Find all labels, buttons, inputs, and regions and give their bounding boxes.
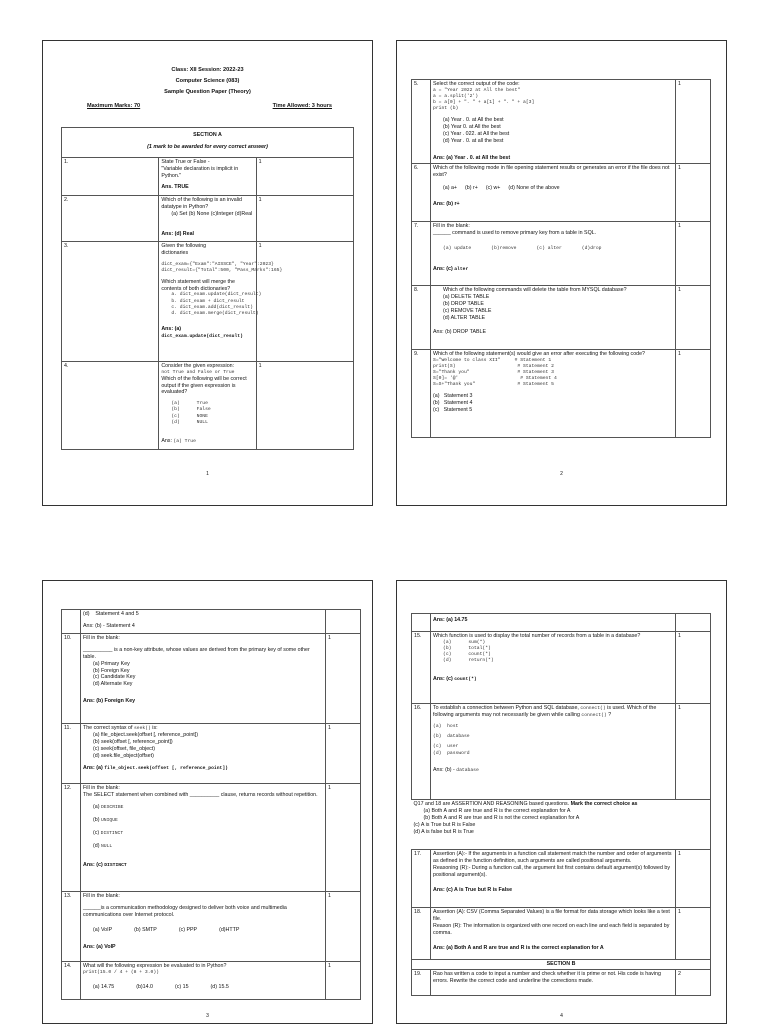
option: c. dict_exam.add(dict_result) — [171, 304, 253, 310]
option: (b) database — [433, 734, 470, 740]
question-number: 8. — [412, 286, 431, 350]
answer-code: dict_exam.update(dict_result) — [161, 333, 243, 339]
answer: Ans: (b) - Statement 4 — [83, 622, 135, 629]
reason: Reasoning (R):- During a function call, the argument list first contains default argument(s) followed by positional argument(s). — [433, 864, 670, 878]
option: (d) password — [433, 750, 470, 756]
assertion: Assertion (A):- If the arguments in a function call statement match the number and order of arguments as defined in the function definition, such arguments are called positional arguments. — [433, 851, 672, 864]
option-code: UNIQUE — [100, 817, 118, 823]
assertion: Assertion (A): CSV (Comma Separated Values) is a file format for data storage which looks like a text file. — [433, 909, 670, 922]
option: (a) Year . 0. at All the best — [443, 117, 504, 124]
question-text-part: ? — [606, 712, 612, 719]
option: (b) seek(offset [, reference_point]) — [93, 738, 173, 745]
answer-label: Ans: (a) — [83, 764, 105, 771]
question-number: 19. — [412, 969, 431, 995]
option: (d) Year . 0. at all the best — [443, 137, 504, 144]
option: (d) A is false but R is True — [413, 828, 474, 835]
option: (c) user — [433, 744, 459, 750]
question-text: Fill in the blank: — [83, 893, 120, 899]
option: (b)remove — [491, 245, 517, 251]
question-row — [412, 286, 711, 350]
time-allowed: Time Allowed: 3 hours — [272, 103, 332, 109]
reason: Reason (R): The information is organized with one record on each line and each field is separated by comma. — [433, 922, 670, 936]
question-text-2: dictionaries — [161, 249, 189, 256]
page-3 — [42, 580, 373, 1024]
option: (c) seek(offset, file_object) — [93, 745, 156, 752]
option-letter: (c) — [93, 829, 101, 836]
question-text-2: ______is a communication methodology designed to deliver both voice and multimedia communications over Internet protocol. — [83, 904, 287, 918]
question-row — [412, 908, 711, 960]
inline-code: seek() — [133, 726, 151, 731]
question-number: 1. — [62, 157, 159, 195]
question-text-part: is used. Which of the following arguments may not necessarily be given while calling — [433, 705, 657, 719]
assertion-reasoning-intro-row — [412, 800, 711, 850]
option — [83, 830, 323, 837]
code-line: print(S) # Statement 2 — [433, 363, 554, 369]
section-a-row — [62, 128, 354, 158]
question-text — [433, 705, 673, 719]
option: (a) Both A and R are true and R is the correct explanation for A — [423, 807, 571, 814]
question-text — [83, 725, 323, 732]
max-marks: Maximum Marks: 70 — [87, 103, 141, 109]
question-text: Select the correct output of the code: — [433, 81, 520, 87]
answer-code: database — [456, 767, 479, 773]
option: (d)HTTP — [219, 926, 240, 933]
question-number: 15. — [412, 632, 431, 704]
answer: Ans. TRUE — [161, 184, 189, 191]
question-statement: Which statement will merge the contents of both dictionaries? — [161, 278, 235, 292]
inline-code: connect() — [580, 706, 606, 711]
option-code: DESCRIBE — [100, 804, 124, 810]
question-row — [62, 962, 361, 1000]
option-letter: (b) — [93, 816, 101, 823]
question-text: Which of the following commands will delete the table from MYSQL database? — [443, 287, 627, 293]
answer-code: alter — [454, 266, 469, 272]
question-statement: Which of the following will be correct output if the given expression is evaluated? — [161, 375, 247, 396]
answer-label: Ans: (c) — [433, 676, 455, 683]
question-text-2: __________ is a non-key attribute, whose values are derived from the primary key of some other table. — [83, 646, 310, 660]
answer: Ans: (a) VoIP — [83, 943, 116, 950]
intro-instruction: Mark the correct choice as — [570, 801, 638, 807]
answer-label: Ans: (c) — [433, 265, 455, 272]
question-number: 10. — [62, 634, 81, 724]
question-row — [412, 614, 711, 632]
option: (a) True — [171, 401, 208, 407]
option: (c) Statement 5 — [433, 407, 473, 414]
option: (a) DELETE TABLE — [443, 293, 490, 300]
question-text: Which of the following statement(s) would give an error after executing the following code? — [433, 351, 645, 357]
section-b-row — [412, 960, 711, 970]
paper-title: Sample Question Paper (Theory) — [164, 89, 251, 95]
marks: 1 — [256, 195, 353, 241]
question-row — [62, 610, 361, 634]
code-line: a = a.split('2') — [433, 93, 479, 99]
question-number: 3. — [62, 241, 159, 361]
question-row — [412, 80, 711, 164]
marks: 1 — [676, 80, 711, 164]
code-line: S="Thank you" # Statement 3 — [433, 370, 554, 376]
questions-table — [61, 127, 354, 450]
option: (d) Alternate Key — [93, 681, 133, 688]
option: (d)drop — [581, 245, 602, 251]
section-a-heading: SECTION A — [193, 132, 222, 138]
option-code: NULL — [100, 844, 113, 850]
subject-title: Computer Science (083) — [175, 78, 240, 84]
inline-code: connect() — [581, 713, 607, 719]
answer: Ans: (b) Foreign Key — [83, 698, 136, 705]
questions-table — [411, 79, 711, 438]
option: (b) Foreign Key — [93, 667, 130, 674]
option: (a) 14.75 — [93, 983, 115, 990]
option: (a) Primary Key — [93, 660, 130, 667]
marks: 1 — [676, 632, 711, 704]
answer: Ans: (a) Both A and R are true and R is the correct explanation for A — [433, 944, 604, 951]
question-text: State True or False - — [161, 158, 210, 165]
options: (a) Set (b) None (c)Integer (d)Real — [171, 210, 253, 217]
answer — [433, 676, 673, 683]
assertion-reasoning-intro — [414, 801, 709, 808]
option: (a) VoIP — [93, 926, 113, 933]
question-row — [62, 784, 361, 892]
option: (c) 15 — [175, 983, 189, 990]
page-number: 1 — [206, 471, 209, 477]
option: (b) SMTP — [134, 926, 157, 933]
code-line: print(15.0 / 4 + (8 + 3.0)) — [83, 969, 159, 975]
option: (c) REMOVE TABLE — [443, 307, 492, 314]
code-line: S="Welcome to class XII" # Statement 1 — [433, 357, 552, 363]
option: (a) sum(*) — [443, 639, 486, 645]
question-number: 2. — [62, 195, 159, 241]
answer: Ans: (d) Real — [161, 231, 194, 238]
section-b-heading: SECTION B — [546, 961, 576, 967]
answer — [83, 862, 323, 869]
option: (c) PPP — [178, 926, 198, 933]
answer: Ans: (c) A is True but R is False — [433, 886, 513, 893]
question-row — [412, 704, 711, 800]
option — [83, 843, 323, 850]
code-line: a = "Year 2022 at All the best" — [433, 87, 521, 93]
marks: 1 — [256, 241, 353, 361]
question-number: 13. — [62, 892, 81, 962]
question-row — [412, 350, 711, 438]
question-text: Which function is used to display the total number of records from a table in a database? — [433, 633, 641, 639]
option: (a) host — [433, 724, 459, 730]
option: (a) Statement 3 — [433, 393, 473, 400]
page-number: 2 — [560, 471, 563, 477]
question-number: 18. — [412, 908, 431, 960]
question-row — [62, 892, 361, 962]
code-line: print (b) — [433, 106, 459, 112]
question-text: Given the following — [161, 242, 207, 249]
answer-label: Ans: (b) - — [433, 766, 457, 773]
question-row — [412, 632, 711, 704]
question-text: Fill in the blank: — [83, 635, 120, 641]
option: (b) r+ — [465, 184, 478, 191]
marks: 1 — [326, 634, 361, 724]
answer — [161, 326, 253, 340]
option: (d) 15.5 — [210, 983, 229, 990]
answer-code: count(*) — [454, 677, 477, 683]
option: (a) a+ — [443, 184, 457, 191]
answer-code: file_object.seek(offset [, reference_point]) — [104, 765, 228, 771]
question-number: 14. — [62, 962, 81, 1000]
question-row — [412, 969, 711, 995]
marks: 1 — [256, 157, 353, 195]
code-line: b = a[0] + ". " + a[1] + ". " + a[3] — [433, 100, 535, 106]
option: (b) Year 0. at All the best — [443, 124, 501, 131]
code-line: dict_result={"Total":500, "Pass_Marks":165} — [161, 267, 283, 273]
option: (c) w+ — [485, 184, 501, 191]
marks: 1 — [676, 222, 711, 286]
question-number: 16. — [412, 704, 431, 800]
question-row — [62, 724, 361, 784]
questions-table — [61, 609, 361, 1000]
option: (d) return(*) — [443, 658, 494, 664]
option: (d) seek.file_object(offset) — [93, 752, 154, 759]
answer-code: DISTINCT — [104, 863, 127, 869]
question-text-start: The correct syntax of — [83, 725, 134, 731]
question-number: 11. — [62, 724, 81, 784]
answer — [433, 767, 673, 774]
question-number: 4. — [62, 361, 159, 449]
option: (c) A is True but R is False — [413, 821, 476, 828]
option-code: DISTINCT — [100, 830, 124, 836]
questions-table — [411, 613, 711, 996]
marks: 2 — [676, 969, 711, 995]
question-text: Fill in the blank: — [433, 223, 470, 229]
code-line: S=S+"Thank you" # Statement 5 — [433, 382, 554, 388]
option: (a) update — [443, 245, 472, 251]
question-row — [62, 241, 354, 361]
option: (b) total(*) — [443, 645, 491, 651]
question-number: 12. — [62, 784, 81, 892]
question-row — [412, 164, 711, 222]
option: (a) file_object.seek(offset [, reference_point]) — [93, 732, 199, 739]
option: (c) NONE — [171, 413, 208, 419]
option — [83, 817, 323, 824]
marks: 1 — [676, 908, 711, 960]
code-line: S[0]= '@' # Statement 4 — [433, 376, 557, 382]
question-text-end: is: — [150, 725, 158, 731]
question-row — [412, 222, 711, 286]
option: a. dict_exam.update(dict_result) — [171, 292, 262, 298]
marks: 1 — [326, 962, 361, 1000]
answer: Ans: (b) DROP TABLE — [433, 329, 486, 336]
question-row — [62, 361, 354, 449]
option: (c) alter — [536, 245, 562, 251]
option-letter: (d) — [93, 843, 101, 850]
page-4 — [396, 580, 727, 1024]
code-line: not True and False or True — [161, 369, 235, 375]
answer-label: Ans: — [161, 437, 174, 444]
question-text: Fill in the blank: — [83, 785, 120, 791]
option: (b)14.0 — [136, 983, 153, 990]
option: (b) Both A and R are true and R is not the correct explanation for A — [423, 814, 580, 821]
answer — [83, 765, 323, 772]
option: (d) NULL — [171, 419, 208, 425]
option: (c) Year . 022. at All the best — [443, 131, 510, 138]
option-letter: (a) — [93, 803, 101, 810]
option: (d) None of the above — [508, 184, 560, 191]
answer-code: (a) True — [173, 438, 196, 444]
question-text: Which of the following mode in file opening statement results or generates an error if the file does not exist? — [433, 165, 670, 178]
marks: 1 — [326, 784, 361, 892]
section-a-note: (1 mark to be awarded for every correct answer) — [147, 143, 268, 150]
answer: Ans: (a) Year . 0. at All the best — [433, 154, 511, 161]
option: b. dict_exam + dict_result — [171, 298, 245, 304]
question-text-part: To establish a connection between Python and SQL database, — [433, 705, 581, 711]
option: (b) False — [171, 407, 211, 413]
question-row — [62, 634, 361, 724]
page-2 — [396, 40, 727, 506]
question-text-2: The SELECT statement when combined with __________ clause, returns records without repetition. — [83, 791, 318, 798]
marks: 1 — [676, 164, 711, 222]
marks: 1 — [256, 361, 353, 449]
option: (c) count(*) — [443, 652, 491, 658]
marks: 1 — [676, 350, 711, 438]
intro-text: Q17 and 18 are ASSERTION AND REASONING based questions. — [413, 801, 571, 807]
marks: 1 — [676, 286, 711, 350]
option — [83, 804, 323, 811]
marks: 1 — [326, 892, 361, 962]
answer-label: Ans: (a) — [161, 325, 182, 332]
option: (d) Statement 4 and 5 — [83, 611, 139, 617]
question-number: 6. — [412, 164, 431, 222]
question-text-2: ______ command is used to remove primary key from a table in SQL. — [433, 229, 597, 236]
question-row — [412, 850, 711, 908]
question-number: 9. — [412, 350, 431, 438]
option: (b) Statement 4 — [433, 400, 473, 407]
marks: 1 — [676, 704, 711, 800]
question-row — [62, 157, 354, 195]
answer: Ans: (b) r+ — [433, 200, 460, 207]
page-number: 3 — [206, 1013, 209, 1019]
question-number: 5. — [412, 80, 431, 164]
question-text: Rao has written a code to input a number and check whether it is prime or not. His code is having errors. Rewrite the correct code and underline the corrections made. — [433, 970, 661, 984]
option: (c) Candidate Key — [93, 674, 136, 681]
answer: Ans: (a) 14.75 — [433, 617, 468, 623]
question-text: Which of the following is an invalid datatype in Python? — [161, 196, 242, 210]
answer — [161, 438, 253, 445]
marks: 1 — [326, 724, 361, 784]
class-session-line: Class: XII Session: 2022-23 — [171, 67, 244, 73]
option: d. dict_exam.merge(dict_result) — [171, 310, 259, 316]
page-number: 4 — [560, 1013, 563, 1019]
marks: 1 — [676, 850, 711, 908]
answer — [433, 266, 673, 273]
code-line: dict_exam={"Exam":"AISSCE", "Year":2023} — [161, 261, 274, 267]
question-text: What will the following expression be evaluated to in Python? — [83, 963, 227, 969]
question-number: 7. — [412, 222, 431, 286]
question-text: Consider the given expression: — [161, 362, 235, 369]
question-row — [62, 195, 354, 241]
option: (d) ALTER TABLE — [443, 314, 486, 321]
question-number: 17. — [412, 850, 431, 908]
page-1 — [42, 40, 373, 506]
option: (b) DROP TABLE — [443, 300, 484, 307]
question-quote: "Variable declaration is implicit in Python." — [161, 165, 239, 179]
answer-label: Ans: (c) — [83, 862, 105, 869]
